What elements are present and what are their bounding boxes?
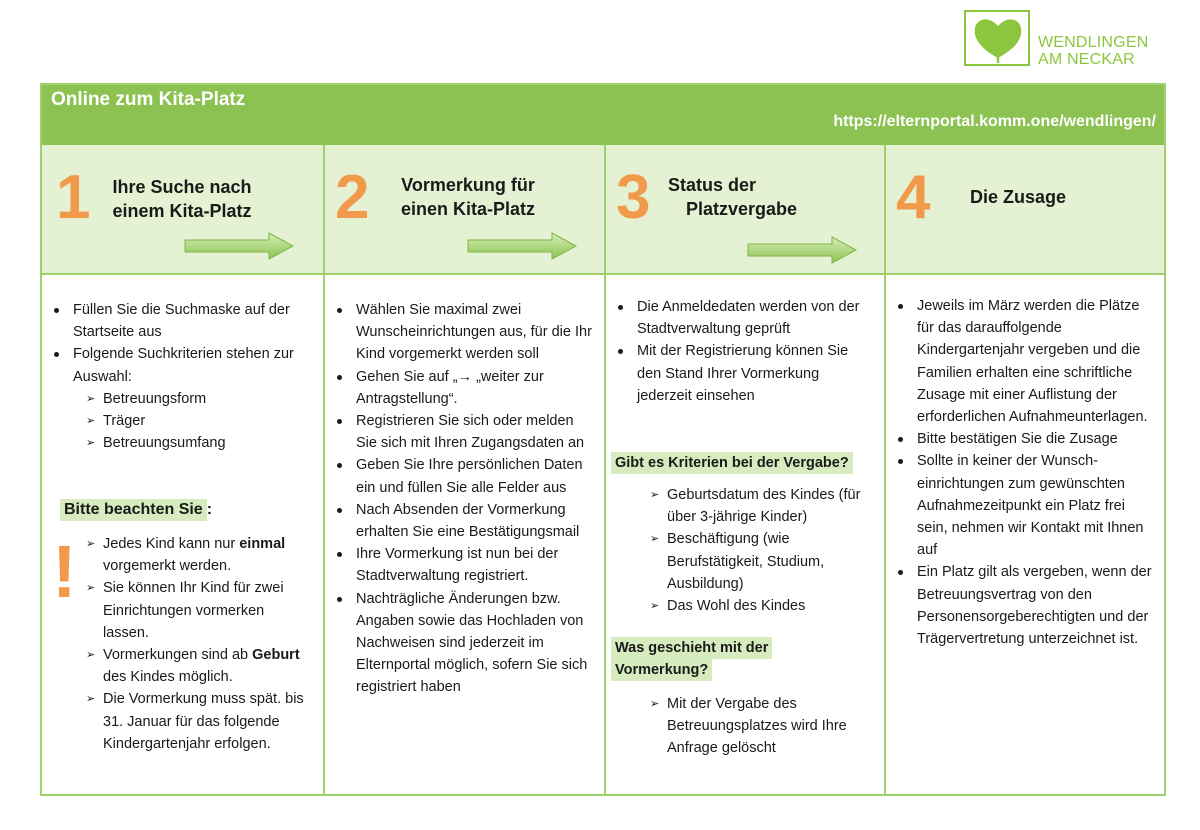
wendlingen-logo [964, 10, 1164, 70]
list-item: ➢ Die Vormerkung muss spät. bis 31. Januar für das folgende Kindergartenjahr erfolgen. [42, 688, 314, 755]
list-item: ➢ Mit der Vergabe des Betreuungsplatzes wird Ihre Anfrage gelöscht [606, 693, 876, 760]
step-number: 2 [335, 163, 370, 232]
step-1-header [42, 145, 323, 275]
step-4-column [884, 145, 1164, 794]
list-item: Füllen Sie die Suchmaske auf der Startseite aus [42, 299, 312, 343]
list-item: Registrieren Sie sich oder melden Sie sich mit Ihren Zugangsdaten an [325, 410, 593, 454]
list-item: Geben Sie Ihre persönlichen Daten ein und füllen Sie alle Felder aus [325, 454, 593, 498]
leaf-logo-icon [964, 10, 1030, 66]
step-title: Status der Platzvergabe [668, 175, 798, 219]
list-item: ➢ Sie können Ihr Kind für zwei Einrichtungen vormerken lassen. [42, 577, 314, 644]
step-number: 1 [56, 163, 91, 232]
list-item: Nachträgliche Änderungen bzw. Angaben sowie das Hochladen von Nachweisen sind jederzeit im Elternportal möglich, sofern Sie sich registriert haben [325, 588, 593, 699]
list-item: ➢ Beschäftigung (wie Berufstätigkeit, Studium, Ausbildung) [606, 528, 876, 595]
list-item: ➢ Betreuungsumfang [42, 432, 312, 454]
list-item: ➢ Geburtsdatum des Kindes (für über 3-jährige Kinder) [606, 484, 876, 528]
step-2-header [325, 145, 604, 275]
arrow-right-icon [746, 235, 860, 265]
step-4-header [886, 145, 1164, 275]
step-number: 4 [896, 163, 931, 232]
arrow-right-icon [183, 231, 297, 261]
step-3-header [606, 145, 884, 275]
step-title: Vormerkung für einen Kita-Platz [400, 175, 536, 219]
list-item: ➢ Das Wohl des Kindes [606, 595, 876, 617]
list-item: ➢ Jedes Kind kann nur einmal vorgemerkt werden. [42, 533, 314, 577]
what-heading: Was geschieht mit der Vormerkung? [611, 637, 772, 681]
list-item: Wählen Sie maximal zwei Wunscheinrichtungen aus, für die Ihr Kind vorgemerkt werden soll [325, 299, 593, 366]
list-item: Sollte in keiner der Wunsch-einrichtungen zum gewünschten Aufnahmezeitpunkt ein Platz frei sein, nehmen wir Kontakt mit Ihnen auf [886, 450, 1156, 561]
exclamation-icon: ! [52, 530, 77, 613]
logo-line1: WENDLINGEN [1038, 34, 1149, 51]
step-2-column [323, 145, 604, 794]
note-heading: Bitte beachten Sie [60, 499, 207, 521]
page-title: Online zum Kita-Platz [51, 89, 246, 110]
list-item: Folgende Suchkriterien stehen zur Auswahl: [42, 343, 312, 387]
list-item: Ihre Vormerkung ist nun bei der Stadtverwaltung registriert. [325, 543, 593, 587]
list-item: Jeweils im März werden die Plätze für das darauffolgende Kindergartenjahr vergeben und die Familien erhalten eine schriftliche Zusage mit einer Auflistung der erforderlichen Aufnahmeunterlagen. [886, 295, 1156, 428]
arrow-right-icon [466, 231, 580, 261]
criteria-heading: Gibt es Kriterien bei der Vergabe? [611, 452, 853, 474]
header-banner [42, 85, 1164, 145]
list-item: ➢ Vormerkungen sind ab Geburt des Kindes möglich. [42, 644, 314, 688]
list-item: Die Anmeldedaten werden von der Stadtverwaltung geprüft [606, 296, 874, 340]
list-item: Mit der Registrierung können Sie den Stand Ihrer Vormerkung jederzeit einsehen [606, 340, 874, 407]
list-item: Bitte bestätigen Sie die Zusage [886, 428, 1156, 450]
info-table [40, 83, 1166, 796]
step-1-column: 1 Ihre Suche nach einem Kita-Platz Füllen Sie die Suchmaske auf der Startseite aus Folgende Suchkriterien stehen zur Auswahl: ➢ Betreuungsform ➢ Träger ➢ Betreuungsumfang Bitte beachten Sie : ! ➢ Jedes Kind kann nur einmal vorgemerkt werden. ➢ Sie können Ihr Kind für zwei Einrichtungen vormerken lassen. ➢ Vormerkungen sind ab Geburt des Kindes möglich. ➢ Die Vormerkung muss spät. bis 31. Januar für das folgende Kindergartenjahr erfolgen. [42, 145, 323, 794]
list-item: Nach Absenden der Vormerkung erhalten Sie eine Bestätigungsmail [325, 499, 593, 543]
step-3-column [604, 145, 884, 794]
list-item: ➢ Träger [42, 410, 312, 432]
step-title: Ihre Suche nach einem Kita-Platz [112, 177, 252, 221]
step-title: Die Zusage [970, 187, 1067, 207]
list-item: Ein Platz gilt als vergeben, wenn der Betreuungsvertrag von den Personensorgeberechtigten und der Trägervertretung unterzeichnet ist. [886, 561, 1156, 650]
step-number: 3 [616, 163, 651, 232]
portal-url: https://elternportal.komm.one/wendlingen/ [833, 113, 1156, 130]
logo-line2: AM NECKAR [1038, 51, 1135, 68]
list-item: Gehen Sie auf „→ „weiter zur Antragstellung“. [325, 366, 593, 410]
list-item: ➢ Betreuungsform [42, 388, 312, 410]
